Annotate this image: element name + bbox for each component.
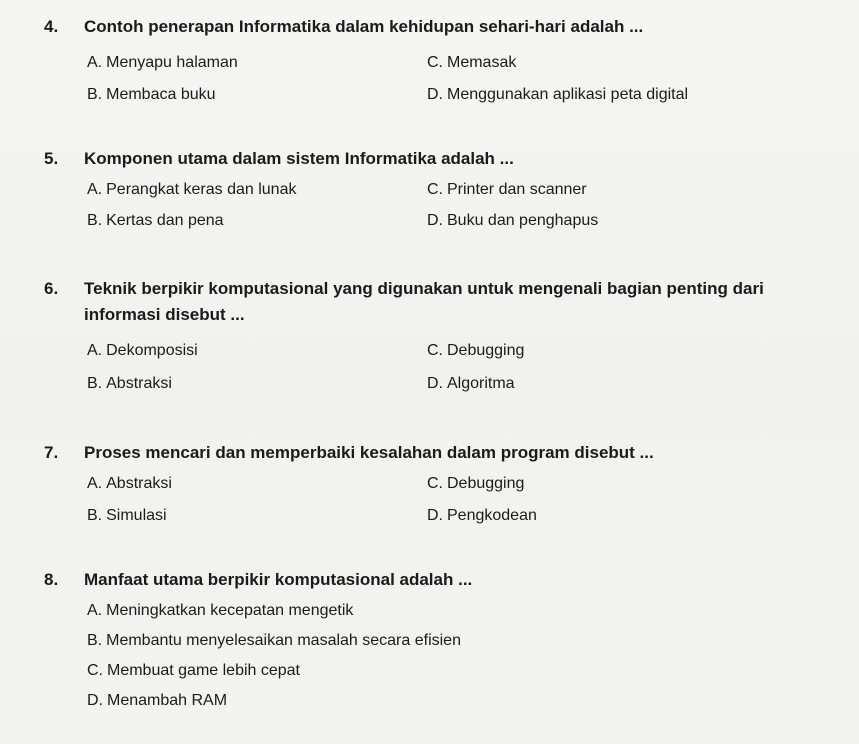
option-text: Buku dan penghapus	[447, 212, 599, 229]
option-letter: A.	[87, 475, 103, 492]
option-text: Membaca buku	[106, 86, 216, 103]
option-text: Menambah RAM	[107, 692, 228, 709]
option-text: Simulasi	[106, 507, 167, 524]
option-b	[87, 373, 172, 395]
question-text: Manfaat utama berpikir komputasional adalah ...	[84, 570, 473, 589]
option-letter: B.	[87, 86, 103, 103]
option-letter: D.	[427, 507, 443, 524]
option-letter: C.	[427, 181, 443, 198]
option-text: Abstraksi	[106, 475, 172, 492]
option-letter: A.	[87, 342, 103, 359]
option-text: Printer dan scanner	[447, 181, 587, 198]
question-text: Contoh penerapan Informatika dalam kehidupan sehari-hari adalah ...	[84, 17, 644, 36]
option-letter: D.	[427, 212, 443, 229]
option-d	[427, 84, 688, 106]
option-c	[427, 473, 524, 495]
option-text: Debugging	[447, 475, 525, 492]
option-letter: B.	[87, 507, 103, 524]
option-letter: A.	[87, 181, 103, 198]
option-letter: B.	[87, 212, 103, 229]
option-a	[87, 179, 296, 201]
option-text: Debugging	[447, 342, 525, 359]
option-text: Membantu menyelesaikan masalah secara efisien	[106, 632, 461, 649]
option-a	[87, 52, 238, 74]
option-letter: B.	[87, 632, 103, 649]
option-d	[87, 690, 227, 712]
option-letter: C.	[427, 54, 443, 71]
option-text: Perangkat keras dan lunak	[106, 181, 297, 198]
option-d	[427, 505, 537, 527]
option-c	[87, 660, 300, 682]
option-text: Membuat game lebih cepat	[107, 662, 300, 679]
question-number: 8.	[44, 570, 59, 589]
option-letter: C.	[427, 475, 443, 492]
option-a	[87, 600, 353, 622]
option-b	[87, 630, 461, 652]
option-d	[427, 210, 598, 232]
option-letter: A.	[87, 54, 103, 71]
option-letter: D.	[427, 375, 443, 392]
option-text: Menyapu halaman	[106, 54, 238, 71]
option-a	[87, 340, 198, 362]
question-text: Proses mencari dan memperbaiki kesalahan dalam program disebut ...	[84, 443, 654, 462]
question-text: Teknik berpikir komputasional yang digunakan untuk mengenali bagian penting dari informasi disebut ...	[84, 279, 764, 324]
question-number: 4.	[44, 17, 59, 36]
option-c	[427, 52, 516, 74]
question-number: 7.	[44, 443, 59, 462]
option-text: Memasak	[447, 54, 517, 71]
option-letter: D.	[87, 692, 103, 709]
option-text: Algoritma	[447, 375, 515, 392]
question-text: Komponen utama dalam sistem Informatika adalah ...	[84, 149, 514, 168]
option-letter: D.	[427, 86, 443, 103]
option-b	[87, 210, 224, 232]
option-text: Abstraksi	[106, 375, 172, 392]
option-b	[87, 84, 216, 106]
option-text: Dekomposisi	[106, 342, 198, 359]
option-b	[87, 505, 167, 527]
option-text: Kertas dan pena	[106, 212, 224, 229]
option-a	[87, 473, 172, 495]
option-c	[427, 179, 587, 201]
option-c	[427, 340, 524, 362]
option-text: Menggunakan aplikasi peta digital	[447, 86, 689, 103]
option-d	[427, 373, 515, 395]
option-text: Pengkodean	[447, 507, 537, 524]
question-number: 6.	[44, 279, 59, 298]
option-letter: C.	[87, 662, 103, 679]
option-text: Meningkatkan kecepatan mengetik	[106, 602, 354, 619]
option-letter: C.	[427, 342, 443, 359]
option-letter: B.	[87, 375, 103, 392]
question-number: 5.	[44, 149, 59, 168]
option-letter: A.	[87, 602, 103, 619]
